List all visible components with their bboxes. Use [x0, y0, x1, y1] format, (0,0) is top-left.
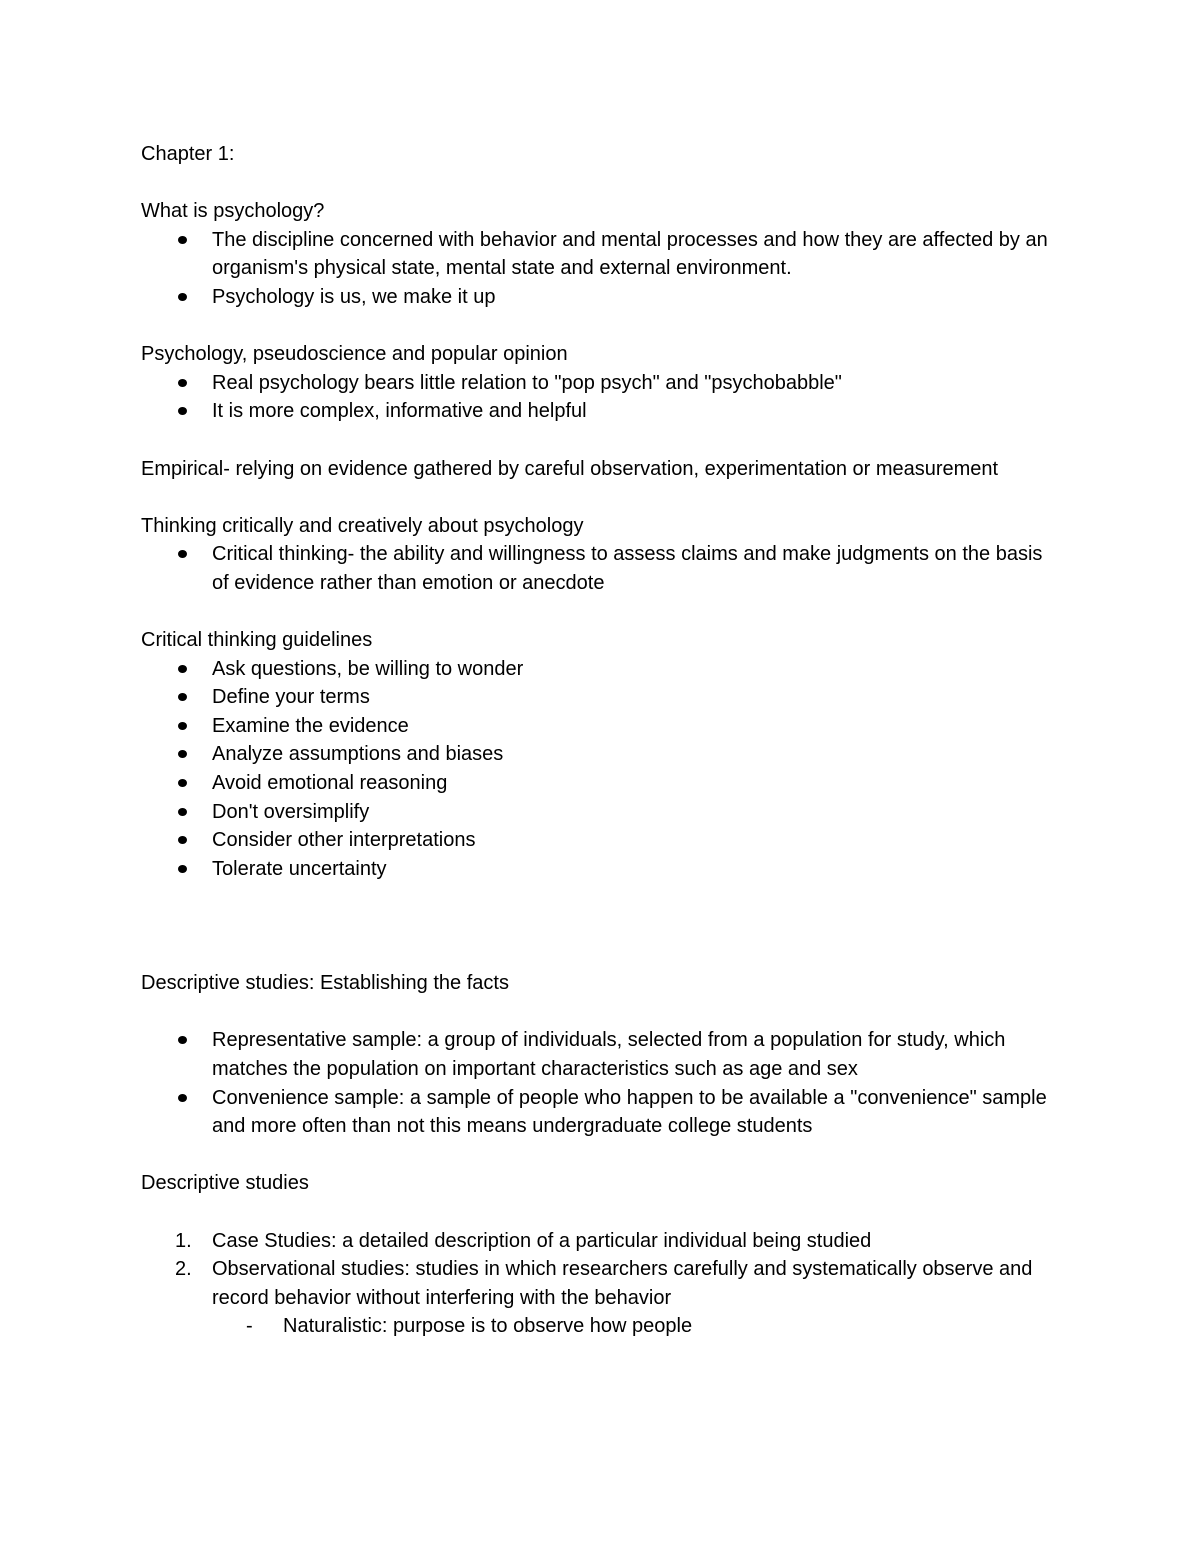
- list-item: It is more complex, informative and helpful: [141, 397, 1061, 426]
- numbered-list-descriptive: [141, 1227, 1061, 1313]
- list-item: [141, 1227, 1061, 1256]
- bullet-list-pseudoscience: [141, 369, 1061, 426]
- section-heading-pseudoscience: Psychology, pseudoscience and popular opinion: [141, 343, 568, 366]
- list-item-text: Observational studies: studies in which researchers carefully and systematically observe and record behavior without interfering with the behavior: [212, 1258, 1033, 1309]
- bullet-list-guidelines: [141, 655, 1061, 884]
- section-heading-descriptive-facts: Descriptive studies: Establishing the facts: [141, 972, 509, 995]
- list-item: Real psychology bears little relation to "pop psych" and "psychobabble": [141, 369, 1061, 398]
- list-item: Avoid emotional reasoning: [141, 769, 1061, 798]
- section-heading-descriptive-studies: Descriptive studies: [141, 1172, 309, 1195]
- dash-list-observational: [141, 1312, 1061, 1341]
- list-item: Convenience sample: a sample of people who happen to be available a "convenience" sample and more often than not this means undergraduate college students: [141, 1084, 1061, 1141]
- list-item: Critical thinking- the ability and willingness to assess claims and make judgments on the basis of evidence rather than emotion or anecdote: [141, 540, 1061, 597]
- list-item: Analyze assumptions and biases: [141, 740, 1061, 769]
- list-number: 2.: [175, 1258, 192, 1281]
- list-item: Ask questions, be willing to wonder: [141, 655, 1061, 684]
- dash-marker: -: [246, 1315, 253, 1338]
- list-item: [141, 1312, 1061, 1341]
- section-heading-what-is-psychology: What is psychology?: [141, 200, 325, 223]
- list-item: Tolerate uncertainty: [141, 855, 1061, 884]
- empirical-definition: Empirical- relying on evidence gathered by careful observation, experimentation or measurement: [141, 457, 999, 480]
- bullet-list-thinking: [141, 540, 1061, 597]
- bullet-list-what-is: [141, 226, 1061, 312]
- list-item-text: Naturalistic: purpose is to observe how people: [283, 1315, 693, 1338]
- bullet-list-descriptive-facts: [141, 1026, 1061, 1140]
- document-page: [141, 140, 1061, 1341]
- list-item: Psychology is us, we make it up: [141, 283, 1061, 312]
- section-heading-thinking-critically: Thinking critically and creatively about psychology: [141, 514, 584, 537]
- list-item: Representative sample: a group of individuals, selected from a population for study, which matches the population on important characteristics such as age and sex: [141, 1026, 1061, 1083]
- section-heading-guidelines: Critical thinking guidelines: [141, 629, 373, 652]
- list-item: Don't oversimplify: [141, 798, 1061, 827]
- list-item: [141, 1255, 1061, 1312]
- list-item: Define your terms: [141, 683, 1061, 712]
- list-number: 1.: [175, 1229, 192, 1252]
- list-item-text: Case Studies: a detailed description of a particular individual being studied: [212, 1229, 872, 1252]
- list-item: Examine the evidence: [141, 712, 1061, 741]
- list-item: Consider other interpretations: [141, 826, 1061, 855]
- chapter-title: Chapter 1:: [141, 143, 235, 165]
- list-item: The discipline concerned with behavior and mental processes and how they are affected by an organism's physical state, mental state and external environment.: [141, 226, 1061, 283]
